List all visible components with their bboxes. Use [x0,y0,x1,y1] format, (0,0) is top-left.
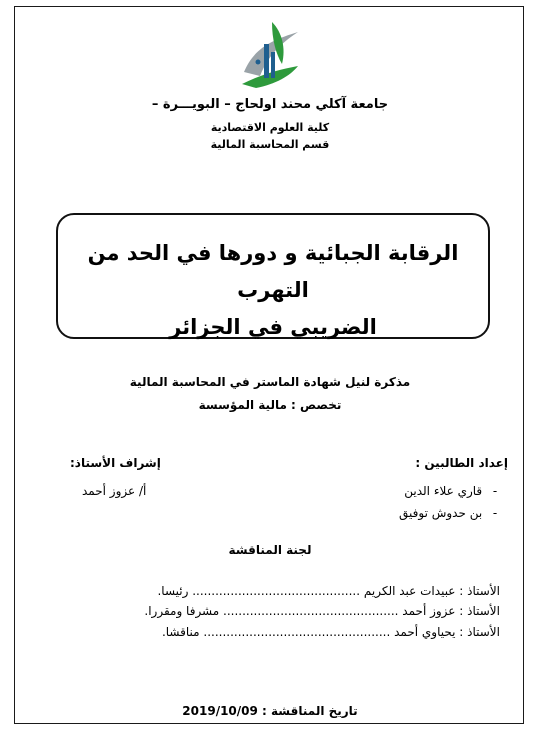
logo-blue-pillar-2 [271,52,275,78]
thesis-title-line-1: الرقابة الجبائية و دورها في الحد من التهرب [87,241,459,302]
university-logo [238,14,302,92]
defense-date-value: 2019/10/09 [182,704,258,718]
department-name: قسم المحاسبة المالية [210,138,330,151]
university-name: جامعة آكلي محند اولحاج – البويـــرة – [151,97,389,112]
student-bullet: - [492,506,498,520]
committee-title: لجنة المناقشة [228,543,312,557]
student-item [404,484,504,498]
thesis-title [64,235,482,346]
student-item [399,506,504,520]
student-name: بن حدوش توفيق [399,506,483,520]
defense-date-label: تاريخ المناقشة : [262,704,358,718]
supervisor-name: أ/ عزوز أحمد [82,484,147,498]
logo-dot [256,60,261,65]
degree-statement: مذكرة لنيل شهادة الماستر في المحاسبة المالية [129,375,411,389]
logo-blue-pillar [264,44,269,78]
student-name: قاري علاء الدين [404,484,483,498]
student-bullet: - [492,484,498,498]
faculty-name: كلية العلوم الاقتصادية [210,121,330,134]
thesis-title-line-2: الضريبي في الجزائر [169,315,377,339]
committee-member: الأستاذ : عزوز أحمد .............................................. مشرفا ومقررا. [144,604,500,618]
prepared-by-label: إعداد الطالبين : [415,456,508,470]
committee-member: الأستاذ : يحياوي أحمد ................................................. مناقشا. [161,625,500,639]
defense-date [90,704,450,718]
committee-member: الأستاذ : عبيدات عبد الكريم ............................................ رئيسا. [157,584,500,598]
supervisor-label: إشراف الأستاذ: [70,456,161,470]
specialty: تخصص : مالية المؤسسة [198,398,342,412]
